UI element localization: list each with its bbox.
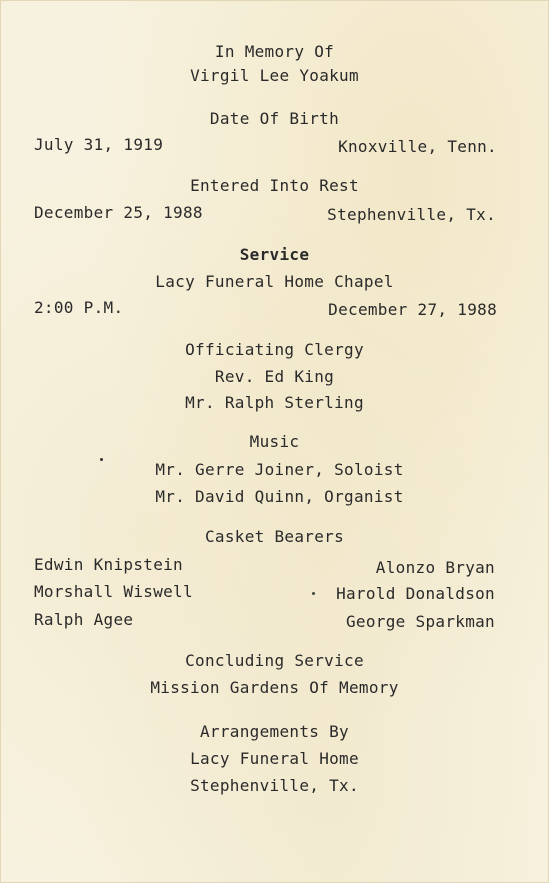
bearer-name: Harold Donaldson [336,584,495,603]
clergy-heading: Officiating Clergy [185,340,364,359]
arrangements-heading: Arrangements By [200,722,349,741]
birth-date: July 31, 1919 [34,135,164,154]
clergy-name: Mr. Ralph Sterling [185,393,364,412]
service-time: 2:00 P.M. [34,298,124,317]
music-heading: Music [249,432,300,451]
bearer-name: Morshall Wiswell [34,582,193,601]
arrangements-firm: Lacy Funeral Home [190,749,359,768]
stray-mark [312,592,315,595]
clergy-name: Rev. Ed King [214,367,335,386]
bearer-name: George Sparkman [346,612,495,631]
deceased-name: Virgil Lee Yoakum [190,66,359,85]
arrangements-city: Stephenville, Tx. [190,776,359,795]
bearer-name: Ralph Agee [34,610,134,629]
memory-heading: In Memory Of [214,42,335,61]
concluding-place: Mission Gardens Of Memory [150,678,399,697]
service-date: December 27, 1988 [328,300,497,319]
birth-place: Knoxville, Tenn. [338,137,497,156]
service-heading: Service [239,245,310,264]
bearer-name: Edwin Knipstein [34,555,183,574]
bearers-heading: Casket Bearers [204,527,345,546]
birth-heading: Date Of Birth [209,109,340,128]
rest-heading: Entered Into Rest [190,176,359,195]
rest-date: December 25, 1988 [34,203,203,222]
music-name: Mr. Gerre Joiner, Soloist [155,460,404,479]
rest-place: Stephenville, Tx. [327,205,496,224]
concluding-heading: Concluding Service [185,651,364,670]
music-name: Mr. David Quinn, Organist [155,487,404,506]
service-location: Lacy Funeral Home Chapel [155,272,394,291]
bearer-name: Alonzo Bryan [375,558,495,577]
